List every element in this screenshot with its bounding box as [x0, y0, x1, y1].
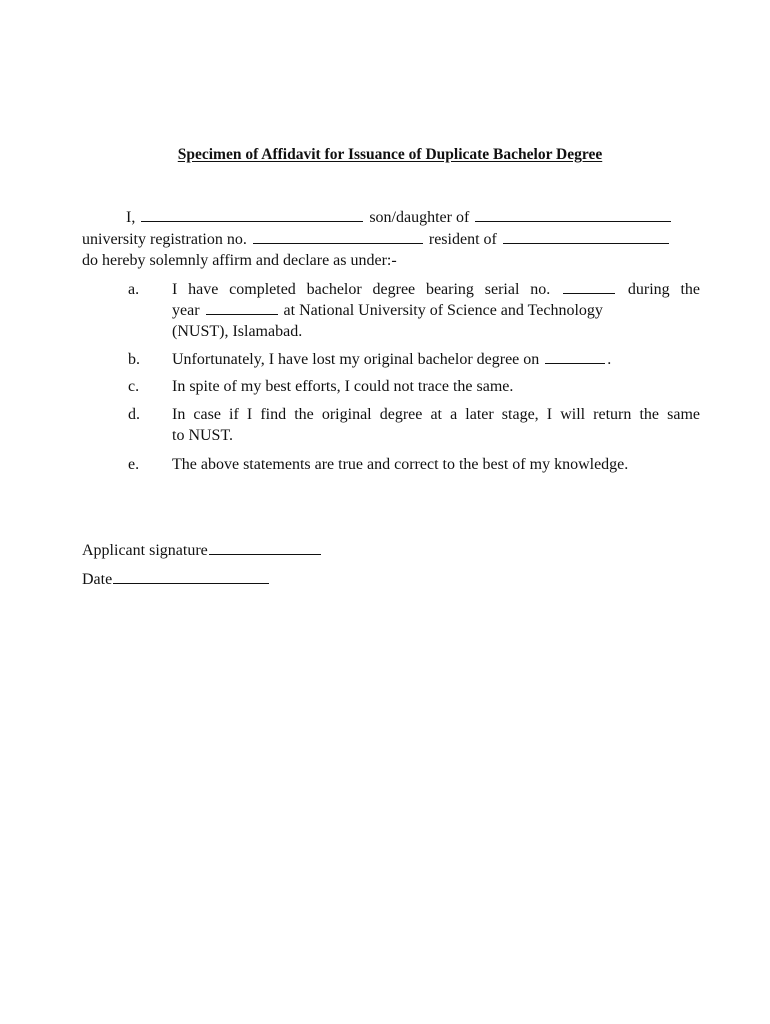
applicant-signature-blank[interactable] — [209, 540, 321, 555]
intro-i-label: I, — [126, 209, 136, 226]
item-a-line-1 — [172, 279, 700, 300]
name-blank[interactable] — [141, 207, 363, 222]
item-a-letter: a. — [128, 281, 140, 298]
item-a-text — [172, 279, 700, 342]
date-blank[interactable] — [113, 569, 269, 584]
item-b-part-2: . — [607, 351, 612, 368]
intro-line-1 — [126, 207, 673, 228]
item-a-line-2 — [172, 300, 700, 321]
item-e-text: The above statements are true and correct to the best of my knowledge. — [172, 456, 629, 473]
parent-name-blank[interactable] — [475, 207, 671, 222]
item-a-part-4: at National University of Science and Technology — [283, 302, 603, 319]
item-c-text: In spite of my best efforts, I could not trace the same. — [172, 378, 514, 395]
resident-label: resident of — [428, 231, 497, 248]
item-a-line-3: (NUST), Islamabad. — [172, 323, 303, 340]
item-e-letter: e. — [128, 456, 140, 473]
item-c-letter: c. — [128, 378, 140, 395]
registration-blank[interactable] — [253, 229, 423, 244]
residence-blank[interactable] — [503, 229, 669, 244]
applicant-signature-line — [82, 540, 323, 561]
date-label: Date — [82, 571, 113, 588]
year-blank[interactable] — [206, 300, 278, 315]
item-d-line-1: In case if I find the original degree at a later stage, I will return the same — [172, 406, 700, 423]
registration-label: university registration no. — [82, 231, 247, 248]
lost-date-blank[interactable] — [545, 349, 605, 364]
son-daughter-label: son/daughter of — [369, 209, 470, 226]
item-a-part-1: I have completed bachelor degree bearing serial no. — [172, 281, 551, 298]
document-title: Specimen of Affidavit for Issuance of Duplicate Bachelor Degree — [177, 146, 603, 163]
item-d-letter: d. — [128, 406, 140, 423]
item-d-text — [172, 404, 700, 446]
item-a-part-3: year — [172, 302, 200, 319]
serial-no-blank[interactable] — [563, 279, 615, 294]
date-line — [82, 569, 271, 590]
intro-line-3: do hereby solemnly affirm and declare as under:- — [82, 252, 397, 269]
applicant-signature-label: Applicant signature — [82, 542, 208, 559]
intro-line-2 — [82, 229, 671, 250]
item-a-part-2: during the — [627, 281, 701, 298]
item-d-line-2: to NUST. — [172, 427, 234, 444]
item-b-text — [172, 349, 700, 370]
item-b-part-1: Unfortunately, I have lost my original bachelor degree on — [172, 351, 540, 368]
item-b-letter: b. — [128, 351, 140, 368]
